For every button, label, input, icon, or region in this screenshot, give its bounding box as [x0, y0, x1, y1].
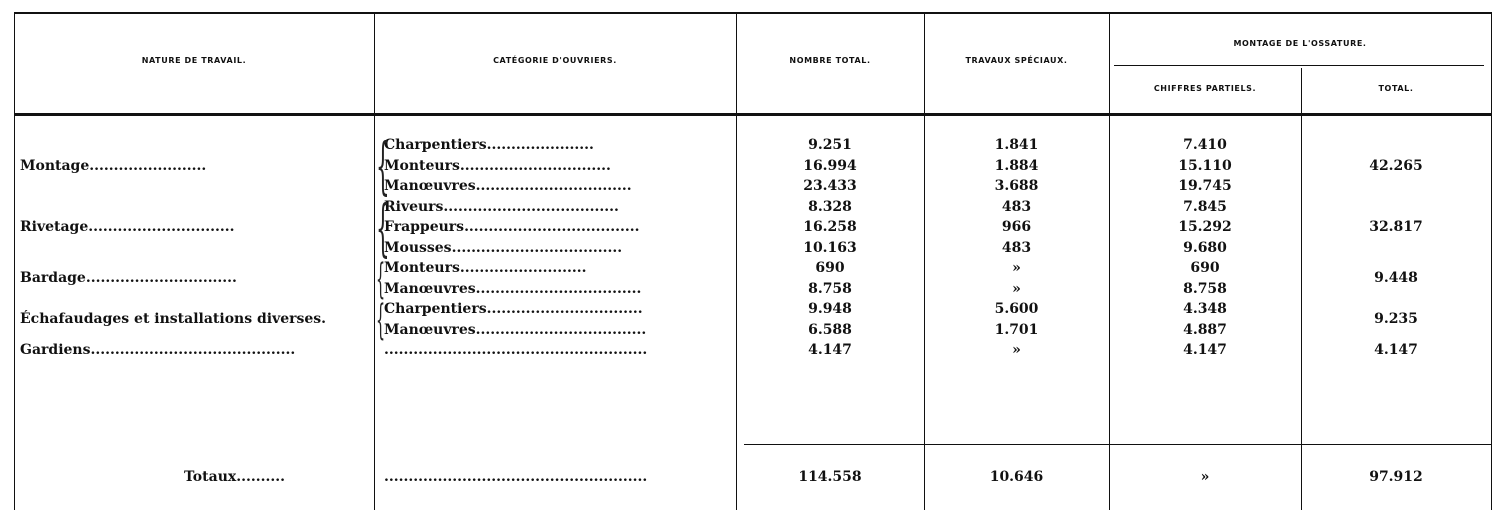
nombre-total-cell: 10.163: [803, 239, 857, 256]
table-top-rule: [14, 12, 1492, 14]
statistics-table: [14, 12, 1492, 510]
chiffres-partiels-cell: 4.147: [1183, 342, 1227, 358]
group-total-cell: 42.265: [1369, 157, 1423, 174]
travaux-speciaux-cell: 966: [1001, 219, 1032, 235]
header-montage-ossature: MONTAGE DE L'OSSATURE.: [1233, 39, 1367, 48]
brace-icon: {: [376, 130, 390, 202]
category-cell: Manœuvres...................................: [384, 321, 647, 338]
totals-label: Totaux..........: [184, 469, 285, 485]
chiffres-partiels-cell: 4.887: [1183, 321, 1227, 338]
nombre-total-cell: 9.948: [808, 301, 852, 317]
chiffres-partiels-cell: 7.410: [1183, 137, 1227, 153]
montage-group-rule: [1114, 65, 1484, 66]
group-total-cell: 4.147: [1374, 342, 1418, 358]
nombre-total-cell: 23.433: [803, 178, 857, 194]
category-cell: ......................................................: [384, 342, 648, 358]
travaux-speciaux-cell: 483: [1001, 239, 1032, 256]
nombre-total-cell: 8.758: [808, 280, 852, 297]
nature-cell: Gardiens..........................................: [20, 342, 296, 358]
chiffres-partiels-cell: 8.758: [1183, 280, 1227, 297]
category-cell: Charpentiers................................: [384, 301, 643, 317]
nature-cell: Montage........................: [20, 157, 207, 174]
nature-cell: Rivetage..............................: [20, 219, 235, 235]
travaux-speciaux-cell: 3.688: [994, 178, 1039, 194]
nombre-total-cell: 16.994: [803, 157, 857, 174]
category-cell: Mousses...................................: [384, 239, 623, 256]
header-bottom-rule: [14, 113, 1492, 116]
nombre-total-cell: 690: [815, 260, 845, 276]
nature-cell: Bardage...............................: [20, 270, 237, 287]
totals-category-cell: ......................................................: [384, 469, 648, 485]
nombre-total-cell: 9.251: [808, 137, 852, 153]
totals-rule: [744, 444, 1492, 445]
chiffres-partiels-cell: 690: [1190, 260, 1220, 276]
travaux-speciaux-cell: »: [1012, 260, 1021, 276]
nombre-total-cell: 16.258: [803, 219, 857, 235]
travaux-speciaux-cell: 1.701: [994, 321, 1039, 338]
brace-icon: {: [376, 191, 390, 264]
totals-nombre-total: 114.558: [798, 469, 862, 485]
nombre-total-cell: 4.147: [808, 342, 852, 358]
chiffres-partiels-cell: 19.745: [1178, 178, 1232, 194]
totals-chiffres-partiels: »: [1200, 469, 1210, 485]
nombre-total-cell: 8.328: [808, 198, 852, 215]
chiffres-partiels-cell: 4.348: [1183, 301, 1227, 317]
totals-total: 97.912: [1369, 469, 1423, 485]
category-cell: Charpentiers......................: [384, 137, 594, 153]
header-nombre-total: NOMBRE TOTAL.: [789, 56, 871, 65]
category-cell: Riveurs....................................: [384, 198, 619, 215]
nombre-total-cell: 6.588: [808, 321, 852, 338]
travaux-speciaux-cell: 1.841: [994, 137, 1039, 153]
travaux-speciaux-cell: 5.600: [994, 301, 1039, 317]
header-nature: NATURE DE TRAVAIL.: [141, 56, 247, 65]
header-chiffres-partiels: CHIFFRES PARTIELS.: [1153, 84, 1257, 93]
col-divider-5: [1301, 68, 1302, 510]
header-total: TOTAL.: [1378, 84, 1414, 93]
group-total-cell: 32.817: [1369, 219, 1423, 235]
right-border: [1491, 12, 1492, 510]
nature-cell: Échafaudages et installations diverses.: [20, 311, 327, 328]
category-cell: Manœuvres................................: [384, 178, 632, 194]
group-total-cell: 9.235: [1374, 311, 1418, 328]
travaux-speciaux-cell: »: [1012, 342, 1021, 358]
category-cell: Manœuvres..................................: [384, 280, 642, 297]
chiffres-partiels-cell: 15.292: [1178, 219, 1232, 235]
travaux-speciaux-cell: »: [1012, 280, 1021, 297]
category-cell: Frappeurs....................................: [384, 219, 640, 235]
travaux-speciaux-cell: 1.884: [994, 157, 1039, 174]
totals-travaux-speciaux: 10.646: [989, 469, 1044, 485]
chiffres-partiels-cell: 7.845: [1183, 198, 1227, 215]
chiffres-partiels-cell: 15.110: [1178, 157, 1232, 174]
travaux-speciaux-cell: 483: [1001, 198, 1032, 215]
chiffres-partiels-cell: 9.680: [1183, 239, 1227, 256]
left-border: [14, 12, 15, 510]
group-total-cell: 9.448: [1374, 270, 1418, 287]
header-categorie: CATÉGORIE D'OUVRIERS.: [493, 56, 617, 65]
header-travaux-speciaux: TRAVAUX SPÉCIAUX.: [965, 56, 1068, 65]
brace-icon: {: [376, 255, 386, 303]
category-cell: Monteurs...............................: [384, 157, 611, 174]
category-cell: Monteurs..........................: [384, 260, 587, 276]
col-divider-1: [374, 12, 375, 510]
brace-icon: {: [376, 296, 386, 344]
